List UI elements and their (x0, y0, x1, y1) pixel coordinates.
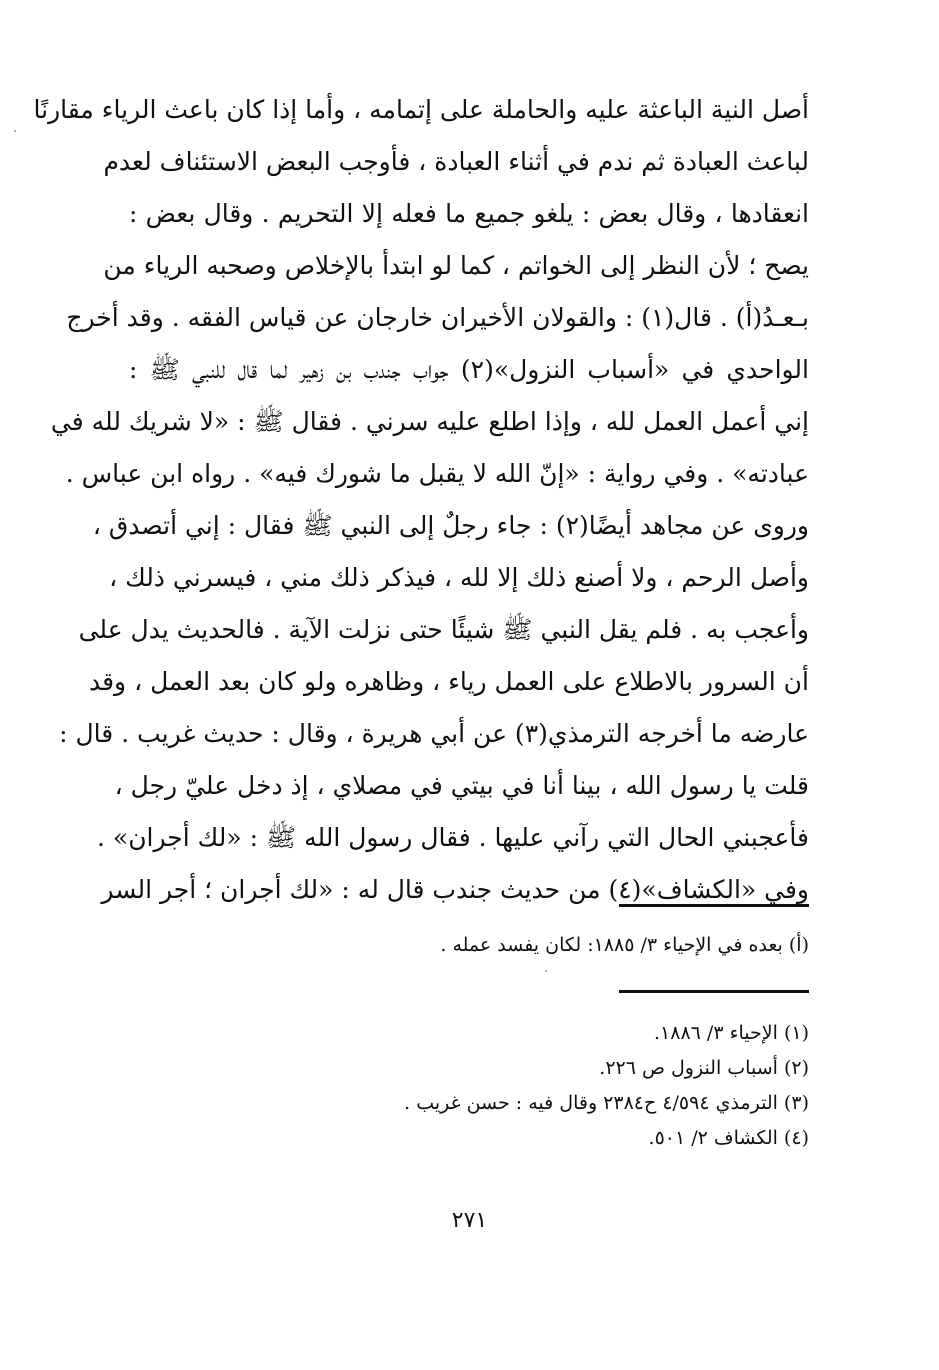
text-line: بـعـدُ(أ) . قال(١) : والقولان الأخيران خارجان عن قياس الفقه . وقد أخرج (66, 303, 809, 332)
text-line: فأعجبني الحال التي رآني عليها . فقال رسول الله ﷺ : «لك أجران» . (97, 823, 809, 852)
footnote-divider (619, 990, 809, 993)
footnote: (٤) الكشاف ٢/ ٥٠١. (648, 1127, 809, 1149)
text-line: انعقادها ، وقال بعض : يلغو جميع ما فعله إلا التحريم . وقال بعض : (129, 199, 809, 228)
page-number: ٢٧١ (451, 1208, 488, 1233)
footnote: (١) الإحياء ٣/ ١٨٨٦. (654, 1022, 809, 1044)
variant-note: (أ) بعده في الإحياء ٣/ ١٨٨٥: لكان يفسد عمله . (440, 934, 809, 956)
text-line: وأصل الرحم ، ولا أصنع ذلك إلا لله ، فيذكر ذلك مني ، فيسرني ذلك ، (109, 563, 809, 592)
text-line: إني أعمل العمل لله ، وإذا اطلع عليه سرني . فقال ﷺ : «لا شريك لله في (50, 407, 809, 436)
text-line: عبادته» . وفي رواية : «إنّ الله لا يقبل ما شورك فيه» . رواه ابن عباس . (65, 459, 809, 488)
text-line: أصل النية الباعثة عليه والحاملة على إتمامه ، وأما إذا كان باعث الرياء مقارنًا (33, 95, 809, 124)
scan-speck (14, 130, 16, 132)
footnote: (٣) الترمذي ٤/٥٩٤ ح٢٣٨٤ وقال فيه : حسن غريب . (404, 1092, 809, 1114)
text-line: عارضه ما أخرجه الترمذي(٣) عن أبي هريرة ، وقال : حديث غريب . قال : (59, 719, 809, 748)
footnote: (٢) أسباب النزول ص ٢٢٦. (599, 1057, 809, 1079)
text-line: قلت يا رسول الله ، بينا أنا في بيتي في مصلاي ، إذ دخل عليّ رجل ، (114, 771, 809, 800)
text-line: وروى عن مجاهد أيضًا(٢) : جاء رجلٌ إلى النبي ﷺ فقال : إني أتصدق ، (92, 511, 809, 540)
main-text-block (33, 84, 809, 916)
variant-note-divider (619, 904, 809, 907)
scan-speck (545, 970, 547, 972)
text-line: لباعث العبادة ثم ندم في أثناء العبادة ، فأوجب البعض الاستئناف لعدم (103, 147, 809, 176)
text-line: وفي «الكشاف»(٤) من حديث جندب قال له : «لك أجران ؛ أجر السر (101, 875, 809, 904)
text-line: أن السرور بالاطلاع على العمل رياء ، وظاهره ولو كان بعد العمل ، وقد (88, 667, 809, 696)
text-line: يصح ؛ لأن النظر إلى الخواتم ، كما لو ابتدأ بالإخلاص وصحبه الرياء من (103, 251, 809, 280)
text-line: الواحدي في «أسباب النزول»(٢) جواب جندب بن زهير لما قال للنبي ﷺ : (129, 355, 809, 384)
text-line: وأعجب به . فلم يقل النبي ﷺ شيئًا حتى نزلت الآية . فالحديث يدل على (78, 615, 809, 644)
